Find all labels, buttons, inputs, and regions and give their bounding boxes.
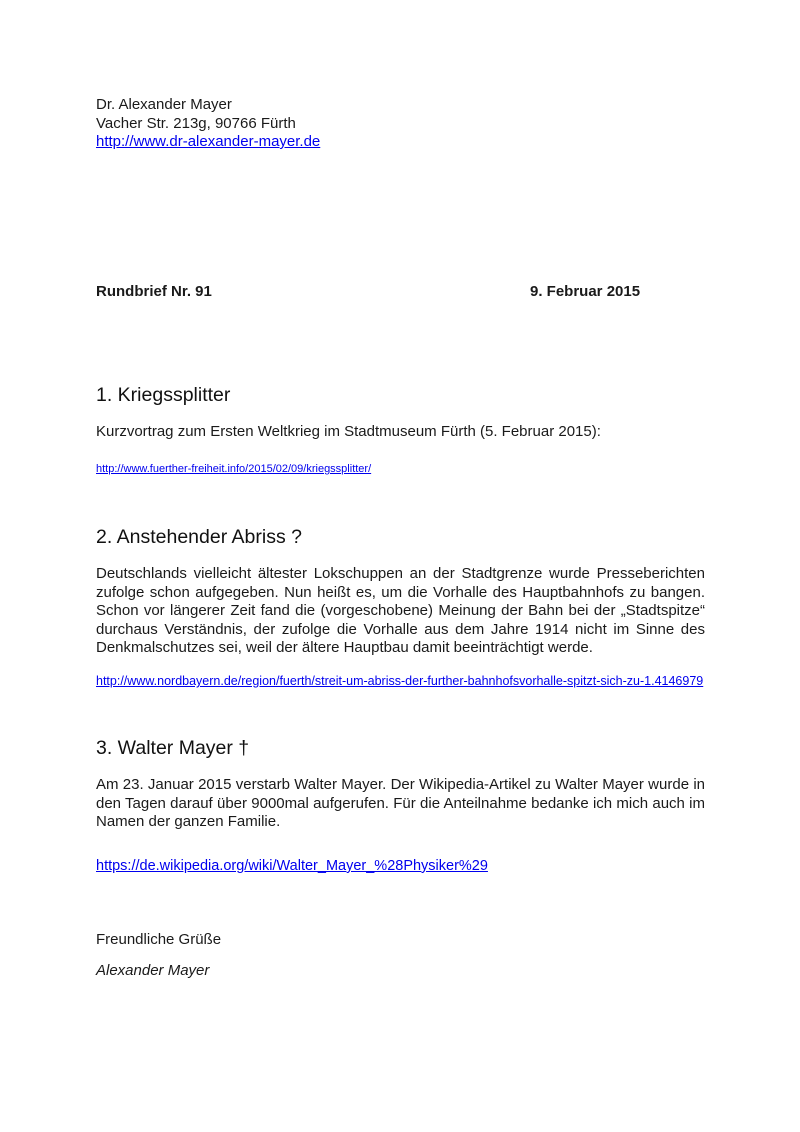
section-3-heading: 3. Walter Mayer † [96,737,250,760]
sender-website-link[interactable]: http://www.dr-alexander-mayer.de [96,133,321,150]
section-3-body: Am 23. Januar 2015 verstarb Walter Mayer. Der Wikipedia-Artikel zu Walter Mayer wurde in den Tagen darauf über 9000mal aufgerufen. Für die Anteilnahme bedanke ich mich auch im Namen der ganzen Familie. [96,776,705,831]
section-2-body: Deutschlands vielleicht ältester Lokschuppen an der Stadtgrenze wurde Presseberichten zufolge schon aufgegeben. Nun heißt es, um die Vorhalle des Hauptbahnhofs zu bangen. Schon vor längerer Zeit fand die (vorgeschobene) Meinung der Bahn bei der „Stadtspitze“ durchaus Verständnis, der zufolge die Vorhalle aus dem Jahre 1914 nicht im Sinne des Denkmalschutzes sei, weil der ältere Hauptbau damit beeinträchtigt werde. [96,565,705,657]
section-1-body: Kurzvortrag zum Ersten Weltkrieg im Stadtmuseum Fürth (5. Februar 2015): [96,422,601,440]
section-2-heading: 2. Anstehender Abriss ? [96,526,302,549]
closing-salutation: Freundliche Grüße [96,930,222,948]
sender-name: Dr. Alexander Mayer [96,96,232,113]
section-3-link[interactable]: https://de.wikipedia.org/wiki/Walter_Mayer_%28Physiker%29 [96,857,488,874]
section-2-link[interactable]: http://www.nordbayern.de/region/fuerth/streit-um-abriss-der-further-bahnhofsvorhalle-spitzt-sich-zu-1.4146979 [96,674,704,689]
subject-row [96,283,705,302]
sender-block [96,96,705,152]
subject-date: 9. Februar 2015 [530,282,641,300]
closing-signature: Alexander Mayer [96,961,210,979]
subject-title: Rundbrief Nr. 91 [96,282,212,300]
section-1-heading: 1. Kriegssplitter [96,383,231,406]
section-1-link[interactable]: http://www.fuerther-freiheit.info/2015/02/09/kriegssplitter/ [96,463,372,476]
sender-address: Vacher Str. 213g, 90766 Fürth [96,114,296,132]
